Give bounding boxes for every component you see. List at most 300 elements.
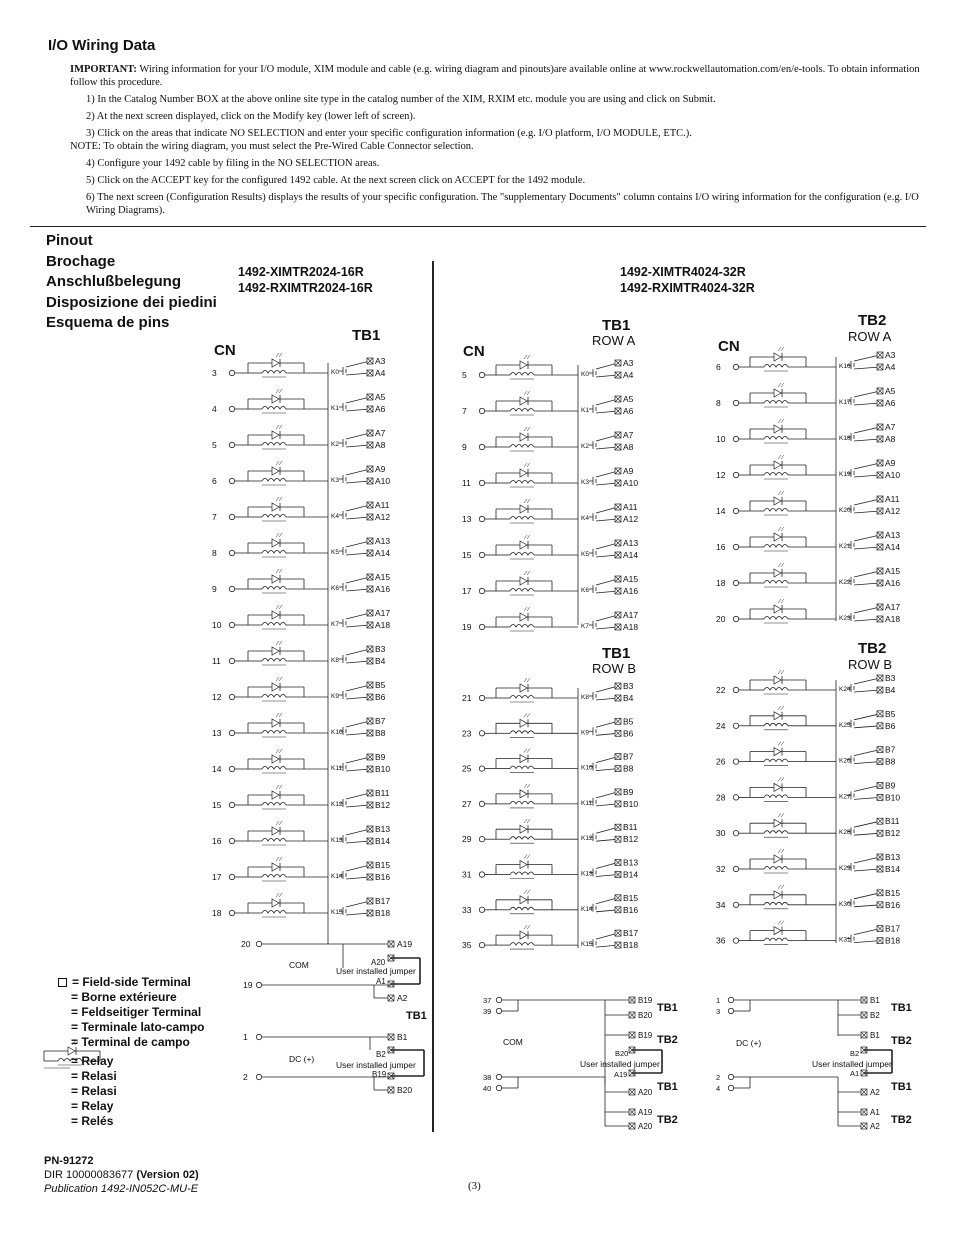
right-a-relay-1-contact-wire [854,391,880,397]
led-ray [276,353,279,357]
left-relay-9-pin-icon [229,694,234,699]
right-a-relay-5-terminal-1-label: A13 [885,530,901,540]
led-ray [524,749,527,753]
relay-coil-icon [262,551,286,554]
right-tb2-dc-a: TB2 [891,1035,912,1047]
mid-b-relay-2-pin-number: 25 [462,763,472,774]
led-ray [527,391,530,395]
right-a-relay-7-contact-wire [854,619,880,621]
mid-b20-jumper-label: B20 [615,1049,629,1058]
left-relay-15-terminal-2-label: B18 [375,908,391,918]
right-a-relay-4-pin-number: 14 [716,506,726,516]
mid-b-relay-5-terminal-2-label: B14 [623,869,639,880]
led-icon [272,719,279,727]
left-relay-1-contact-wire [346,409,370,411]
left-relay-10-contact-wire [346,721,370,727]
right-b-relay-1-pin-number: 24 [716,720,726,731]
left-relay-5-terminal-2-label: A14 [375,548,391,558]
left-relay-5-terminal-1-label: A13 [375,536,391,546]
right-b-relay-7-pin-icon [733,938,738,943]
left-pin-20-icon [256,941,261,946]
left-relay-8-terminal-1-label: B3 [375,644,386,654]
left-relay-3-contact-wire [346,481,370,483]
mid-b-relay-2-terminal-2-label: B8 [623,763,634,774]
relay-coil-icon [262,515,286,518]
led-ray [778,670,781,674]
relay-coil-icon [510,943,534,946]
right-b-relay-2-terminal-1-label: B7 [885,744,896,755]
right-b1-tb2-label: B1 [870,1031,880,1040]
left-relay-15-pin-icon [229,910,234,915]
led-ray [524,571,527,575]
right-a-relay-1-pin-number: 8 [716,398,721,408]
left-relay-8-terminal-2-label: B4 [375,656,386,666]
left-relay-15-contact-wire [346,913,370,915]
left-relay-7-contact-wire [346,625,370,627]
left-relay-12-terminal-2-label: B12 [375,800,391,810]
led-ray [781,885,784,889]
left-dc-label: DC (+) [289,1054,315,1064]
relay-coil-icon [510,731,534,734]
led-ray [276,461,279,465]
left-relay-2-pin-number: 5 [212,440,217,450]
left-pin-19-icon [256,982,261,987]
left-a1-label: A1 [376,977,386,986]
right-b-relay-3-pin-number: 28 [716,792,726,803]
mid-a-relay-6-terminal-2-label: A16 [623,586,639,596]
mid-b20-label: B20 [638,1011,653,1020]
left-relay-4-terminal-2-label: A12 [375,512,391,522]
left-relay-10-terminal-1-label: B7 [375,716,386,726]
led-ray [524,925,527,929]
mid-a-relay-5-relay-id: K5 [581,551,589,558]
led-icon [520,469,527,477]
led-ray [524,355,527,359]
left-relay-7-relay-id: K7 [331,621,339,628]
mid-a-relay-5-pin-number: 15 [462,550,472,560]
mid-pin-38-icon [496,1074,501,1079]
left-relay-2-relay-id: K2 [331,441,339,448]
led-icon [272,683,279,691]
led-icon [272,827,279,835]
left-relay-15-terminal-1-label: B17 [375,896,391,906]
left-relay-11-terminal-1-label: B9 [375,752,386,762]
right-b-relay-0-contact-wire [854,678,880,684]
led-ray [527,355,530,359]
right-a-relay-6-terminal-2-label: A16 [885,578,901,588]
relay-coil-icon [510,409,534,412]
mid-b-relay-0-relay-id: K8 [581,694,589,701]
left-relay-9-contact-wire [346,697,370,699]
right-b-relay-3-terminal-1-label: B9 [885,780,896,791]
right-a-relay-0-contact-wire [854,367,880,369]
mid-a-relay-3-terminal-2-label: A10 [623,478,639,488]
led-ray [527,713,530,717]
led-ray [276,893,279,897]
left-relay-6-terminal-2-label: A16 [375,584,391,594]
left-relay-14-terminal-1-label: B15 [375,860,391,870]
right-a-relay-1-terminal-2-label: A6 [885,398,896,408]
left-relay-14-contact-wire [346,877,370,879]
left-relay-4-relay-id: K4 [331,513,339,520]
right-a-relay-4-terminal-1-label: A11 [885,494,900,504]
left-relay-12-contact-wire [346,793,370,799]
relay-coil-icon [262,623,286,626]
mid-tb2-com-a: TB2 [657,1034,678,1046]
led-ray [524,463,527,467]
right-a-relay-5-contact-wire [854,535,880,541]
led-ray [279,749,282,753]
right-a2-tb2-label: A2 [870,1122,880,1131]
led-icon [520,433,527,441]
right-b-relay-6-pin-number: 34 [716,899,726,910]
left-relay-10-pin-number: 13 [212,728,222,738]
left-relay-0-pin-icon [229,370,234,375]
right-tb1-dc-a: TB1 [891,1002,912,1014]
right-row-a-label: ROW A [848,329,892,344]
left-relay-7-pin-icon [229,622,234,627]
right-pin-1: 1 [716,996,721,1005]
mid-row-b-label: ROW B [592,661,637,676]
left-relay-14-pin-number: 17 [212,872,222,882]
relay-coil-icon [510,907,534,910]
mid-b19-tb2-label: B19 [638,1031,653,1040]
left-relay-10-terminal-2-label: B8 [375,728,386,738]
legend-terminal-de: = Feldseitiger Terminal [71,1005,202,1019]
right-a-relay-0-pin-number: 6 [716,362,721,372]
left-relay-12-contact-wire [346,805,370,807]
mid-pin-39-icon [496,1008,501,1013]
led-ray [781,742,784,746]
led-ray [279,569,282,573]
footer [44,1154,199,1196]
relay-coil-icon [764,617,788,620]
relay-coil-icon [764,365,788,368]
led-icon [272,647,279,655]
part-number: PN-91272 [44,1155,94,1167]
led-ray [524,890,527,894]
mid-b-relay-0-terminal-1-label: B3 [623,681,634,691]
right-pin-1-icon [728,997,733,1002]
led-icon [272,575,279,583]
mid-b-relay-5-relay-id: K13 [581,870,593,878]
mid-pin-37-icon [496,997,501,1002]
left-relay-12-terminal-1-label: B11 [375,788,390,798]
mid-a-relay-3-relay-id: K3 [581,479,589,486]
right-b-relay-0-terminal-2-label: B4 [885,685,896,695]
led-ray [279,461,282,465]
legend-relay-4: = Relay [71,1099,114,1113]
mid-a-relay-3-terminal-1-label: A9 [623,466,634,476]
led-ray [781,670,784,674]
led-ray [276,713,279,717]
mid-b-relay-3-terminal-1-label: B9 [623,786,634,797]
led-ray [276,785,279,789]
mid-b-relay-0-pin-icon [479,695,484,700]
left-relay-0-contact-wire [346,373,370,375]
right-a-relay-4-contact-wire [854,499,880,505]
left-relay-1-contact-wire [346,397,370,403]
led-ray [276,497,279,501]
right-b-relay-3-pin-icon [733,795,738,800]
left-relay-14-terminal-2-label: B16 [375,872,391,882]
left-relay-9-contact-wire [346,685,370,691]
left-relay-10-relay-id: K10 [331,729,343,736]
right-b-relay-3-relay-id: K27 [839,793,851,801]
led-ray [778,419,781,423]
right-b-relay-4-contact-wire [854,821,880,827]
mid-a-relay-2-relay-id: K2 [581,443,589,450]
led-icon [272,467,279,475]
right-b2-jumper-label: B2 [850,1049,860,1058]
field-terminal-icon [58,978,67,987]
right-b-relay-4-pin-icon [733,831,738,836]
led-icon [520,790,527,798]
relay-coil-icon [510,481,534,484]
left-relay-11-contact-wire [346,769,370,771]
led-ray [527,855,530,859]
mid-b-relay-7-pin-icon [479,942,484,947]
mid-a20-label: A20 [638,1088,653,1097]
right-tb2-rowb-label: TB2 [858,640,887,657]
legend-relay-en: = Relay [71,1054,114,1068]
right-b-relay-5-pin-icon [733,866,738,871]
left-tb1-label: TB1 [352,327,381,344]
right-b-relay-1-pin-icon [733,723,738,728]
relay-coil-icon [764,581,788,584]
left-relay-2-terminal-1-label: A7 [375,428,386,438]
right-b-relay-0-terminal-1-label: B3 [885,673,896,683]
left-relay-1-terminal-2-label: A6 [375,404,386,414]
mid-tb2-com-b: TB2 [657,1114,678,1126]
left-relay-7-pin-number: 10 [212,620,222,630]
mid-a-relay-1-pin-icon [479,408,484,413]
led-ray [279,353,282,357]
right-model-2: 1492-RXIMTR4024-32R [620,281,755,295]
mid-a-relay-6-relay-id: K6 [581,587,589,594]
relay-coil-icon [764,437,788,440]
legend-relay-3: = Relasi [71,1084,117,1098]
right-a-relay-5-pin-number: 16 [716,542,726,552]
relay-coil-icon [262,803,286,806]
right-b-relay-4-terminal-1-label: B11 [885,816,900,827]
led-ray [778,383,781,387]
led-ray [778,599,781,603]
legend-terminal-fr: = Borne extérieure [71,990,177,1004]
step-4: 4) Configure your 1492 cable by filing in the NO SELECTION areas. [86,158,380,169]
left-relay-13-pin-icon [229,838,234,843]
left-relay-12-relay-id: K12 [331,801,343,808]
led-ray [781,706,784,710]
led-ray [527,427,530,431]
right-a2-label: A2 [870,1088,880,1097]
mid-b-relay-1-terminal-1-label: B5 [623,716,634,727]
led-ray [279,821,282,825]
led-icon [774,748,781,756]
left-relay-4-contact-wire [346,517,370,519]
right-b-relay-2-pin-number: 26 [716,756,726,767]
left-relay-6-terminal-1-label: A15 [375,572,391,582]
left-a2-label: A2 [397,993,408,1003]
led-ray [778,455,781,459]
left-relay-13-relay-id: K13 [331,837,343,844]
left-relay-3-contact-wire [346,469,370,475]
left-relay-9-pin-number: 12 [212,692,222,702]
right-b-relay-6-contact-wire [854,905,880,907]
left-relay-8-contact-wire [346,649,370,655]
right-pin-2-icon [728,1074,733,1079]
left-relay-5-contact-wire [346,541,370,547]
step-2: 2) At the next screen displayed, click on the Modify key (lower left of screen). [86,111,416,122]
left-cn-label: CN [214,342,236,359]
mid-b-relay-5-pin-number: 31 [462,869,472,880]
mid-row-a-label: ROW A [592,333,636,348]
led-ray [524,819,527,823]
relay-coil-icon [764,938,788,941]
left-relay-15-pin-number: 18 [212,908,222,918]
led-ray [524,391,527,395]
right-b-relay-6-pin-icon [733,902,738,907]
led-ray [781,849,784,853]
led-icon [774,461,781,469]
mid-b-relay-2-pin-icon [479,766,484,771]
left-a19-label: A19 [397,939,413,949]
led-icon [774,353,781,361]
left-pin-19: 19 [243,980,253,990]
right-a-relay-2-contact-wire [854,439,880,441]
led-icon [774,927,781,935]
important-label: IMPORTANT: [70,64,137,75]
left-relay-13-pin-number: 16 [212,836,222,846]
led-ray [527,607,530,611]
mid-a-relay-2-terminal-1-label: A7 [623,430,634,440]
left-pin-2-icon [256,1074,261,1079]
led-icon [520,931,527,939]
led-ray [524,535,527,539]
left-relay-3-terminal-2-label: A10 [375,476,391,486]
right-b-relay-2-terminal-2-label: B8 [885,756,896,767]
right-a-relay-6-contact-wire [854,583,880,585]
right-a-relay-3-pin-number: 12 [716,470,726,480]
left-relay-2-terminal-2-label: A8 [375,440,386,450]
mid-a-relay-6-pin-icon [479,588,484,593]
pinout-fr: Brochage [46,252,116,270]
right-a-relay-6-pin-number: 18 [716,578,726,588]
right-b-relay-2-pin-icon [733,759,738,764]
relay-coil-icon [262,587,286,590]
right-b-relay-7-relay-id: K31 [839,936,851,944]
led-ray [781,527,784,531]
mid-pin-40-icon [496,1085,501,1090]
left-pin-1-icon [256,1034,261,1039]
right-a-relay-6-relay-id: K22 [839,579,851,586]
right-pin-3-icon [728,1008,733,1013]
right-b-relay-6-contact-wire [854,893,880,899]
mid-a-relay-1-terminal-1-label: A5 [623,394,634,404]
mid-a-relay-7-pin-icon [479,624,484,629]
right-pin-2: 2 [716,1073,721,1082]
right-pin-4-icon [728,1085,733,1090]
left-relay-13-contact-wire [346,841,370,843]
mid-a-relay-0-relay-id: K0 [581,371,589,378]
left-relay-15-contact-wire [346,901,370,907]
mid-a-relay-4-terminal-2-label: A12 [623,514,639,524]
mid-b-relay-6-pin-icon [479,907,484,912]
led-icon [774,783,781,791]
page-number: (3) [468,1180,481,1192]
relay-coil-icon [510,589,534,592]
right-b-relay-5-contact-wire [854,869,880,871]
pinout-es: Esquema de pins [46,314,170,331]
mid-b-relay-4-relay-id: K12 [581,835,593,843]
left-relay-11-contact-wire [346,757,370,763]
led-ray [527,535,530,539]
mid-b-relay-0-pin-number: 21 [462,693,472,703]
led-icon [272,431,279,439]
led-icon [774,712,781,720]
mid-a-relay-4-terminal-1-label: A11 [623,502,638,512]
mid-a20-tb2-label: A20 [638,1122,653,1131]
left-relay-11-pin-icon [229,766,234,771]
right-b-relay-3-contact-wire [854,785,880,791]
led-ray [524,499,527,503]
led-ray [527,749,530,753]
mid-b-relay-2-terminal-1-label: B7 [623,751,634,762]
mid-jumper-label: User installed jumper [580,1059,660,1069]
led-ray [279,713,282,717]
led-icon [520,896,527,904]
relay-coil-icon [764,831,788,834]
right-a-relay-3-contact-wire [854,475,880,477]
mid-a-relay-3-pin-number: 11 [462,478,471,488]
led-icon [272,503,279,511]
right-tb2-label: TB2 [858,312,887,329]
relay-coil-icon [510,517,534,520]
left-relay-14-relay-id: K14 [331,873,343,880]
relay-coil-icon [510,801,534,804]
led-ray [778,777,781,781]
relay-coil-icon [262,407,286,410]
led-ray [781,599,784,603]
right-b-relay-2-contact-wire [854,750,880,756]
left-relay-9-terminal-1-label: B5 [375,680,386,690]
left-com-label: COM [289,960,309,970]
relay-coil-icon [262,695,286,698]
left-relay-1-relay-id: K1 [331,405,339,412]
right-b-relay-4-contact-wire [854,833,880,835]
right-b-relay-5-terminal-2-label: B14 [885,864,901,874]
important-text: Wiring information for your I/O module, XIM module and cable (e.g. wiring diagram and pinouts)are available online at www.rockwellautomation.com/en/e-tools. To obtain information follow this procedure. [70,64,920,88]
mid-a-relay-7-pin-number: 19 [462,622,472,632]
right-b-relay-1-terminal-1-label: B5 [885,708,896,719]
mid-pin-38: 38 [483,1073,492,1082]
mid-a-relay-6-terminal-1-label: A15 [623,574,639,584]
right-b-relay-1-relay-id: K25 [839,721,851,729]
left-relay-12-pin-icon [229,802,234,807]
left-relay-9-terminal-2-label: B6 [375,692,386,702]
left-relay-6-relay-id: K6 [331,585,339,592]
led-ray [279,785,282,789]
relay-coil-icon [510,445,534,448]
right-a-relay-7-relay-id: K23 [839,615,851,622]
mid-b-relay-0-terminal-2-label: B4 [623,693,634,703]
right-b-relay-4-terminal-2-label: B12 [885,828,901,839]
right-b-relay-0-pin-number: 22 [716,685,726,695]
right-a-relay-3-terminal-2-label: A10 [885,470,901,480]
relay-coil-icon [510,837,534,840]
led-ray [778,527,781,531]
led-ray [524,427,527,431]
